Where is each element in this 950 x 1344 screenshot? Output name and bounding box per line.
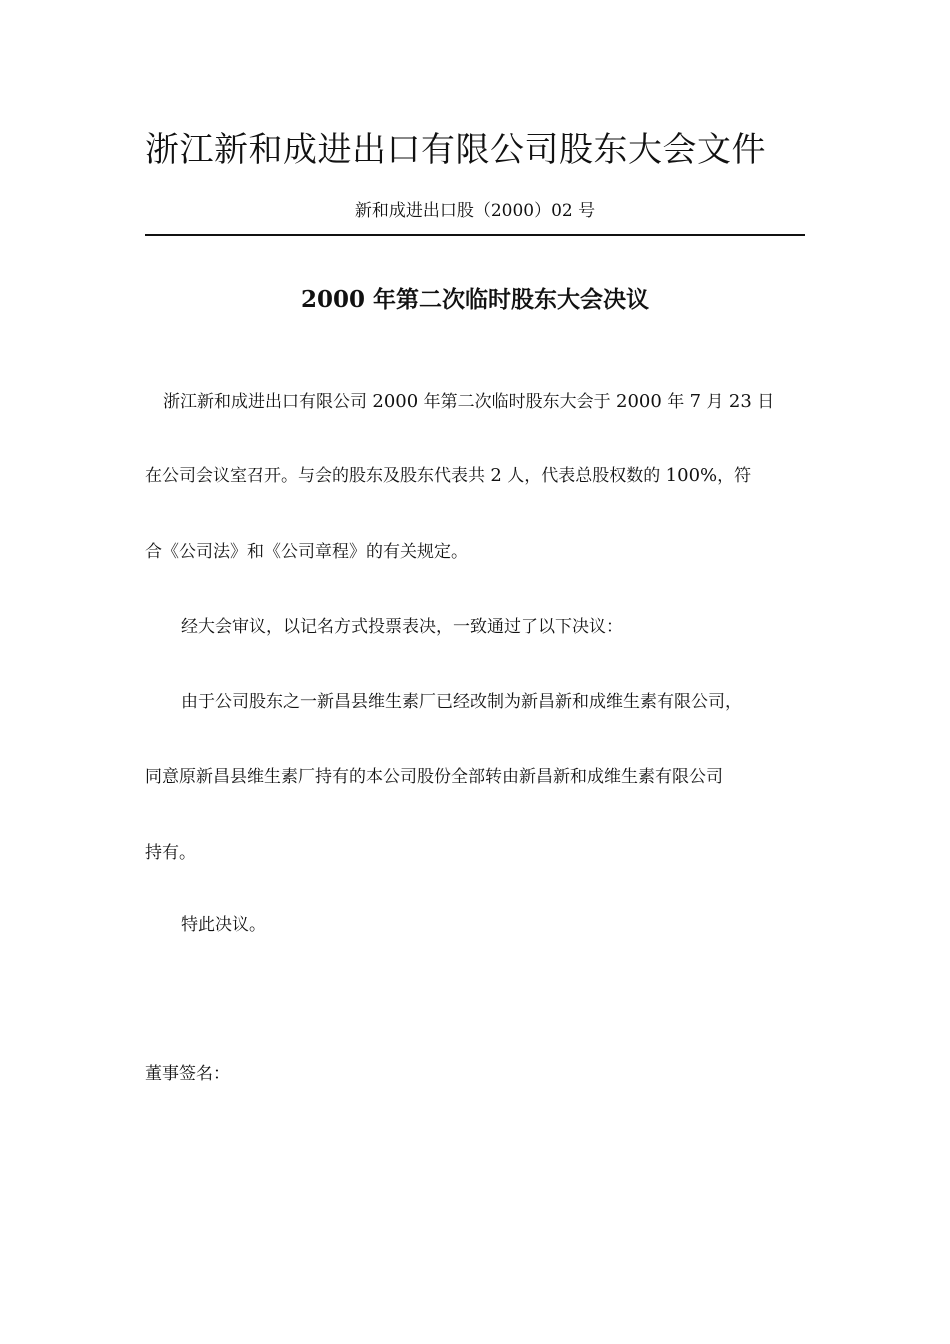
date-year-value: 2000 (616, 391, 662, 412)
share-percentage-value: 100% (665, 465, 718, 486)
text-segment: 月 (701, 392, 729, 412)
paragraph-1-line-3: 合《公司法》和《公司章程》的有关规定。 (145, 542, 468, 562)
paragraph-3-line-2: 同意原新昌县维生素厂持有的本公司股份全部转由新昌新和成维生素有限公司 (145, 767, 723, 787)
document-number: 新和成进出口股（2000）02 号 (354, 201, 596, 221)
text-segment: 在公司会议室召开。与会的股东及股东代表共 (145, 466, 491, 486)
document-header-title: 浙江新和成进出口有限公司股东大会文件 (145, 130, 766, 170)
text-segment: 日 (751, 392, 775, 412)
paragraph-2: 经大会审议，以记名方式投票表决，一致通过了以下决议： (181, 617, 623, 637)
date-day-value: 23 (728, 391, 752, 412)
shareholder-count-value: 2 (490, 465, 502, 486)
paragraph-1-line-2 (145, 463, 810, 489)
text-segment: 年 (661, 392, 690, 412)
text-segment: ，符 (717, 466, 752, 486)
year-value: 2000 (372, 391, 419, 412)
text-segment: 人，代表总股权数的 (501, 466, 666, 486)
paragraph-3-line-3: 持有。 (145, 843, 196, 863)
paragraph-4: 特此决议。 (181, 915, 266, 935)
header-divider (145, 234, 805, 236)
paragraph-1-line-1 (145, 389, 828, 415)
signature-label: 董事签名： (145, 1064, 230, 1084)
text-segment: 浙江新和成进出口有限公司 (163, 392, 373, 412)
paragraph-3-line-1: 由于公司股东之一新昌县维生素厂已经改制为新昌新和成维生素有限公司， (181, 692, 742, 712)
text-segment: 年第二次临时股东大会于 (418, 392, 617, 412)
resolution-title: 2000 年第二次临时股东大会决议 (300, 286, 650, 313)
date-month-value: 7 (689, 391, 702, 412)
